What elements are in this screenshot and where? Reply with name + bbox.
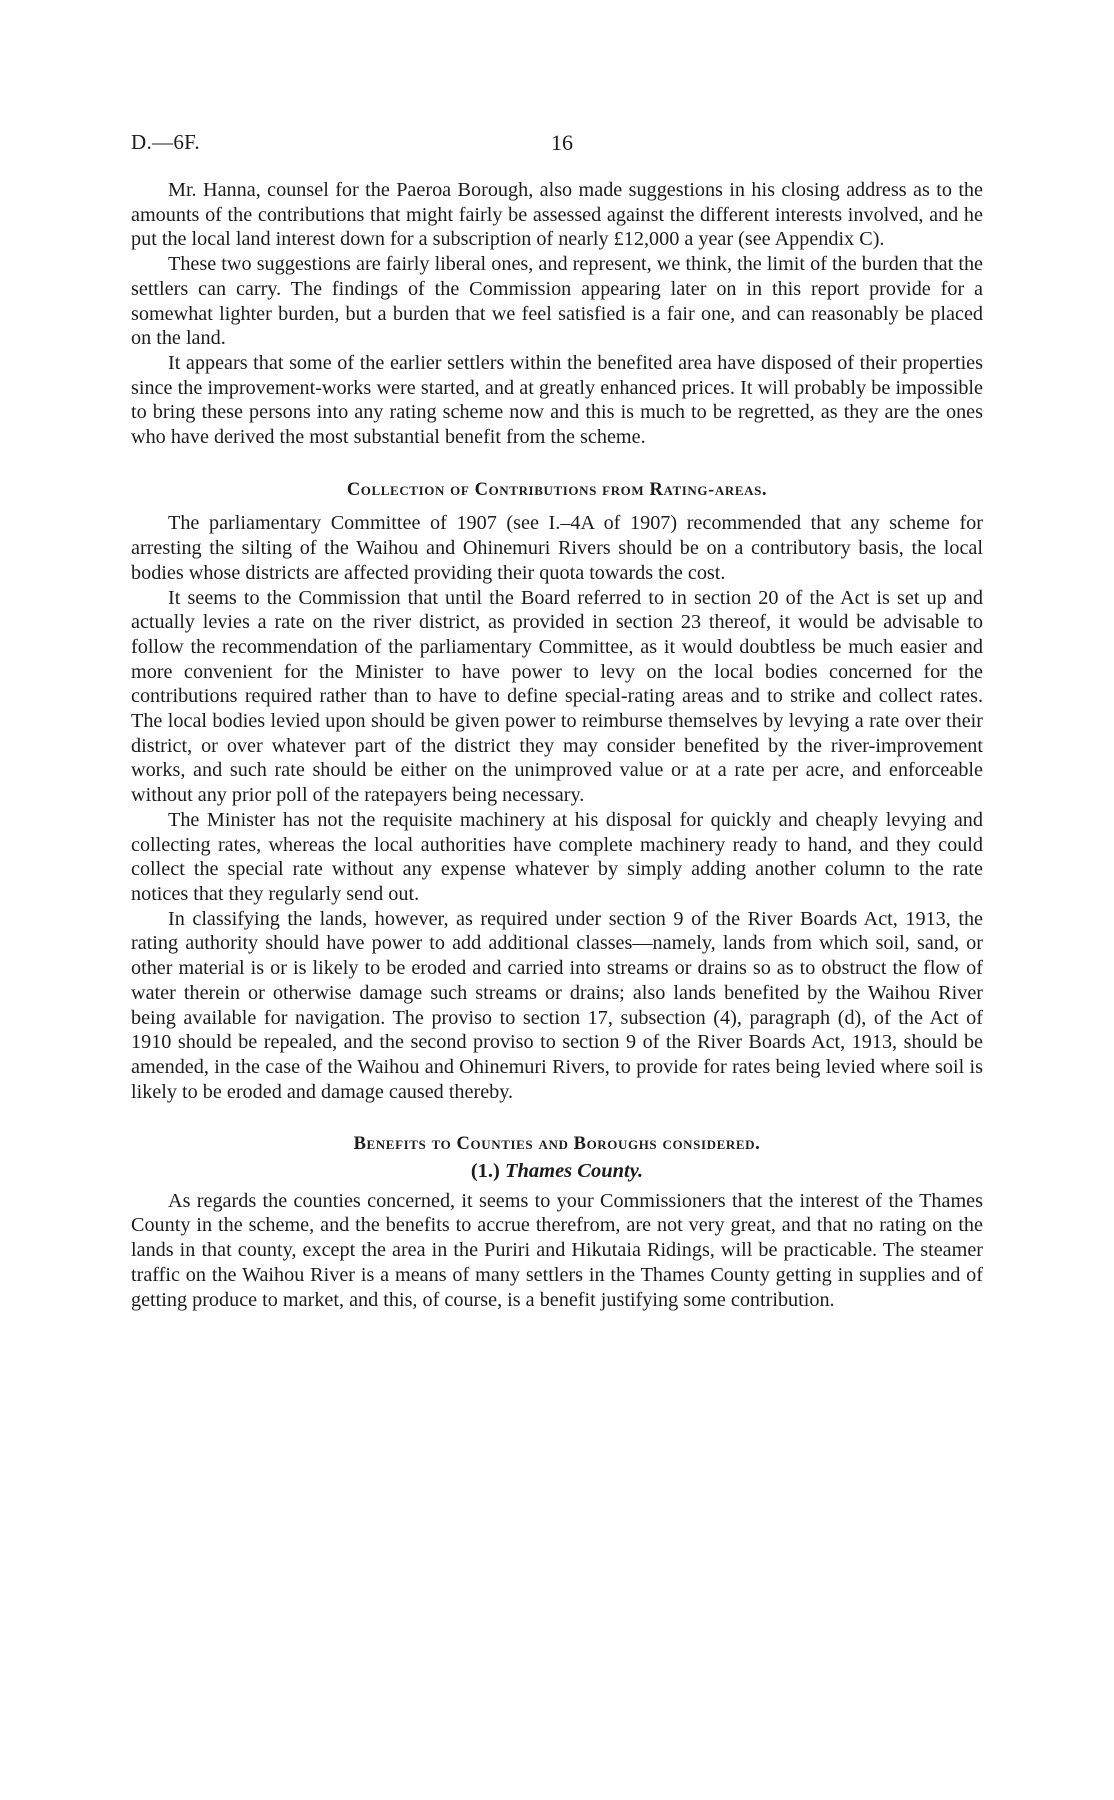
paragraph: It seems to the Commission that until the Board referred to in section 20 of the Act is set up and actually levies a rate on the river district, as provided in section 23 thereof, it would be advisable to follow the recommendation of the parliamentary Committee, as it would doubtless be much easier and more convenient for the Minister to have power to levy on the local bodies concerned for the contributions required rather than to have to define special-rating areas and to strike and collect rates. The local bodies levied upon should be given power to reimburse themselves by levying a rate over their district, or over whatever part of the district they may consider benefited by the river-improvement works, and such rate should be either on the unimproved value or at a rate per acre, and enforceable without any prior poll of the ratepayers being necessary. <box>131 586 983 807</box>
paragraph: In classifying the lands, however, as required under section 9 of the River Boards Act, 1913, the rating authority should have power to add additional classes—namely, lands from which soil, sand, or other material is or is likely to be eroded and carried into streams or drains so as to obstruct the flow of water therein or otherwise damage such streams or drains; also lands benefited by the Waihou River being available for navigation. The proviso to section 17, subsection (4), paragraph (d), of the Act of 1910 should be repealed, and the second proviso to section 9 of the River Boards Act, 1913, should be amended, in the case of the Waihou and Ohinemuri Rivers, to provide for rates being levied where soil is likely to be eroded and damage caused thereby. <box>131 907 983 1103</box>
paragraph: It appears that some of the earlier settlers within the benefited area have disposed of their properties since the improvement-works were started, and at greatly enhanced prices. It will probably be impossible to bring these persons into any rating scheme now and this is much to be regretted, as they are the ones who have derived the most substantial benefit from the scheme. <box>131 351 983 449</box>
paragraph: The parliamentary Committee of 1907 (see I.–4A of 1907) recommended that any scheme for arresting the silting of the Waihou and Ohinemuri Rivers should be on a contributory basis, the local bodies whose districts are affected providing their quota towards the cost. <box>131 512 983 584</box>
section-heading-benefits: Benefits to Counties and Boroughs considered. <box>353 1134 761 1155</box>
paragraph: As regards the counties concerned, it seems to your Commissioners that the interest of the Thames County in the scheme, and the benefits to accrue therefrom, are not very great, and that no rating on the lands in that county, except the area in the Puriri and Hikutaia Ridings, will be practicable. The steamer traffic on the Waihou River is a means of many settlers in the Thames County getting in supplies and of getting produce to market, and this, of course, is a benefit justifying some contribution. <box>131 1189 983 1311</box>
paragraph: These two suggestions are fairly liberal ones, and represent, we think, the limit of the burden that the settlers can carry. The findings of the Commission appearing later on in this report provide for a somewhat lighter burden, but a burden that we feel satisfied is a fair one, and can reasonably be placed on the land. <box>131 253 983 350</box>
page-header <box>131 130 983 160</box>
subsection-number: (1.) <box>470 1160 500 1183</box>
paragraph: The Minister has not the requisite machinery at his disposal for quickly and cheaply levying and collecting rates, whereas the local authorities have complete machinery ready to hand, and they could collect the special rate without any expense whatever by simply adding another column to the rate notices that they regularly send out. <box>131 808 983 905</box>
subsection-heading <box>131 1159 983 1184</box>
document-reference: D.—6F. <box>131 130 200 154</box>
body-text <box>131 178 983 1312</box>
paragraph: Mr. Hanna, counsel for the Paeroa Borough, also made suggestions in his closing address as to the amounts of the contributions that might fairly be assessed against the different interests involved, and he put the local land interest down for a subscription of nearly £12,000 a year (see Appendix C). <box>131 179 983 251</box>
subsection-title: Thames County. <box>504 1160 644 1183</box>
section-heading-collection: Collection of Contributions from Rating-areas. <box>346 479 768 500</box>
page-number: 16 <box>551 130 573 155</box>
